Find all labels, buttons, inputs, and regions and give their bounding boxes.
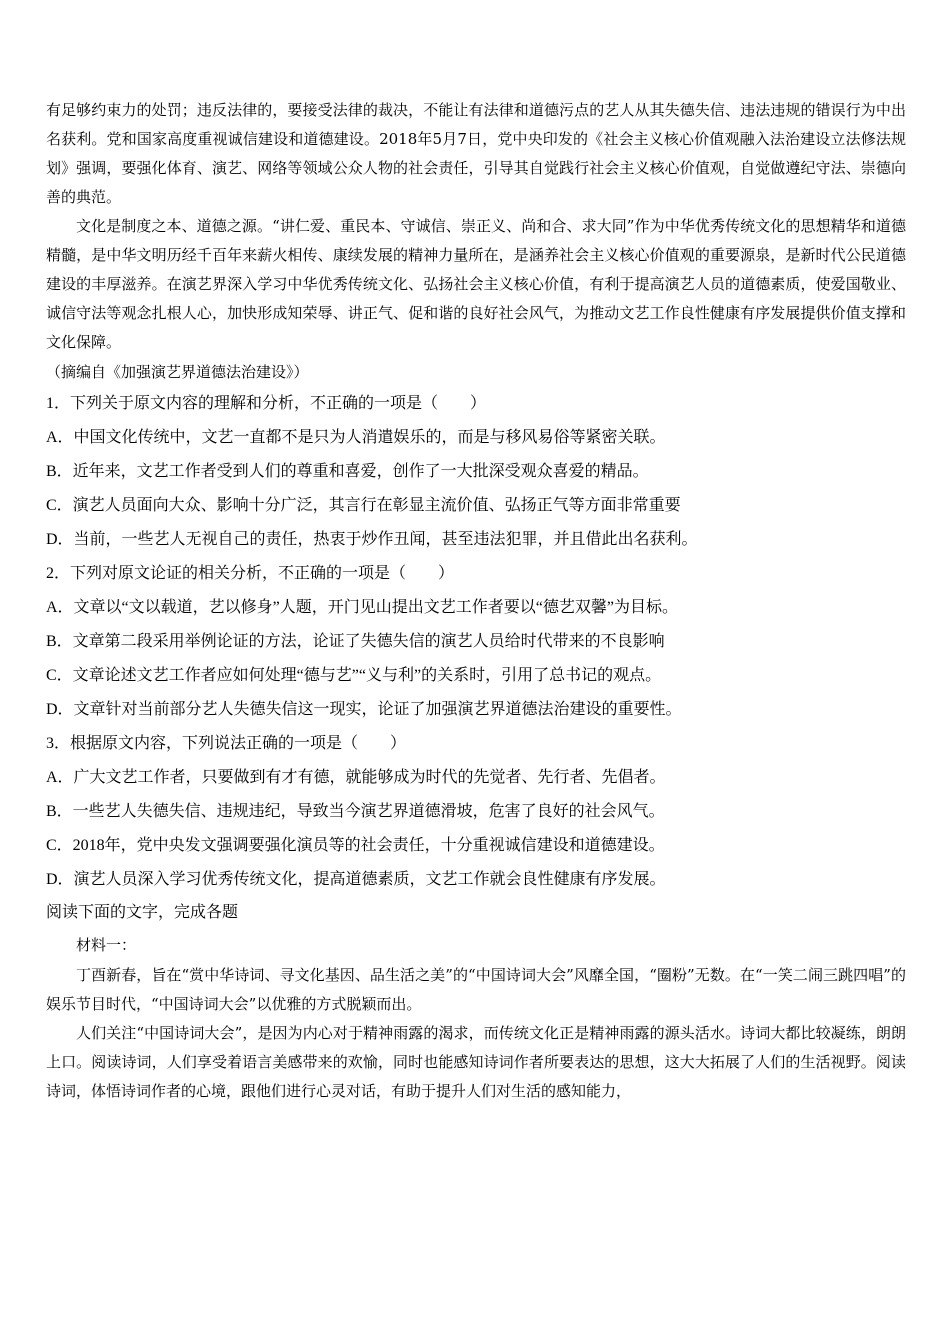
material-label: 材料一： xyxy=(76,936,137,954)
question-3-option-b: B．一些艺人失德失信、违规违纪，导致当今演艺界道德滑坡，危害了良好的社会风气。 xyxy=(46,803,665,820)
question-1-option-a: A．中国文化传统中，文艺一直都不是只为人消遣娱乐的，而是与移风易俗等紧密关联。 xyxy=(46,429,666,446)
question-3-option-d: D．演艺人员深入学习优秀传统文化，提高道德素质，文艺工作就会良性健康有序发展。 xyxy=(46,871,666,888)
question-3-option-a: A．广大文艺工作者，只要做到有才有德，就能够成为时代的先觉者、先行者、先倡者。 xyxy=(46,769,666,786)
material-paragraph-2: 人们关注“中国诗词大会”，是因为内心对于精神雨露的渴求，而传统文化正是精神雨露的源头活水。诗词大都比较凝练，朗朗上口。阅读诗词，人们享受着语言美感带来的欢愉，同时也能感知诗词作者所要表达的思想，这大大拓展了人们的生活视野。阅读诗词，体悟诗词作者的心境，跟他们进行心灵对话，有助于提升人们对生活的感知能力， xyxy=(46,1024,906,1100)
question-1-option-d: D．当前，一些艺人无视自己的责任，热衷于炒作丑闻，甚至违法犯罪，并且借此出名获利。 xyxy=(46,531,698,548)
reading-instruction: 阅读下面的文字，完成各题 xyxy=(46,904,239,921)
question-2-option-d: D．文章针对当前部分艺人失德失信这一现实，论证了加强演艺界道德法治建设的重要性。 xyxy=(46,701,682,718)
question-2-option-b: B．文章第二段采用举例论证的方法，论证了失德失信的演艺人员给时代带来的不良影响 xyxy=(46,633,665,650)
question-1-option-b: B．近年来，文艺工作者受到人们的尊重和喜爱，创作了一大批深受观众喜爱的精品。 xyxy=(46,463,649,480)
question-2-stem: 2．下列对原文论证的相关分析，不正确的一项是（ ） xyxy=(46,565,455,582)
passage-paragraph-2: 文化是制度之本、道德之源。“讲仁爱、重民本、守诚信、崇正义、尚和合、求大同”作为中华优秀传统文化的思想精华和道德精髓，是中华文明历经千百年来薪火相传、康续发展的精神力量所在，是涵养社会主义核心价值观的重要源泉，是新时代公民道德建设的丰厚滋养。在演艺界深入学习中华优秀传统文化、弘扬社会主义核心价值，有利于提高演艺人员的道德素质，使爱国敬业、诚信守法等观念扎根人心，加快形成知荣辱、讲正气、促和谐的良好社会风气，为推动文艺工作良性健康有序发展提供价值支撑和文化保障。 xyxy=(46,217,906,351)
material-paragraph-1: 丁酉新春，旨在“赏中华诗词、寻文化基因、品生活之美”的“中国诗词大会”风靡全国，“圈粉”无数。在“一笑二闹三跳四唱”的娱乐节目时代，“中国诗词大会”以优雅的方式脱颖而出。 xyxy=(46,966,906,1013)
passage-paragraph-1: 有足够约束力的处罚；违反法律的，要接受法律的裁决，不能让有法律和道德污点的艺人从其失德失信、违法违规的错误行为中出名获利。党和国家高度重视诚信建设和道德建设。2018年5月7日，党中央印发的《社会主义核心价值观融入法治建设立法修法规划》强调，要强化体育、演艺、网络等领域公众人物的社会责任，引导其自觉践行社会主义核心价值观，自觉做遵纪守法、崇德向善的典范。 xyxy=(46,101,906,206)
question-2 xyxy=(46,557,906,727)
question-2-option-c: C．文章论述文艺工作者应如何处理“德与艺”“义与利”的关系时，引用了总书记的观点。 xyxy=(46,667,662,684)
question-1-option-c: C．演艺人员面向大众、影响十分广泛，其言行在彰显主流价值、弘扬正气等方面非常重要 xyxy=(46,497,681,514)
question-3-option-c: C．2018年，党中央发文强调要强化演员等的社会责任，十分重视诚信建设和道德建设。 xyxy=(46,837,665,854)
passage-source: （摘编自《加强演艺界道德法治建设》） xyxy=(46,363,309,381)
question-1 xyxy=(46,387,906,557)
question-1-stem: 1．下列关于原文内容的理解和分析，不正确的一项是（ ） xyxy=(46,395,487,412)
question-2-option-a: A．文章以“文以载道，艺以修身”人题，开门见山提出文艺工作者要以“德艺双馨”为目标。 xyxy=(46,599,678,616)
question-3 xyxy=(46,727,906,897)
question-3-stem: 3．根据原文内容，下列说法正确的一项是（ ） xyxy=(46,735,407,752)
exam-page xyxy=(46,96,906,1106)
